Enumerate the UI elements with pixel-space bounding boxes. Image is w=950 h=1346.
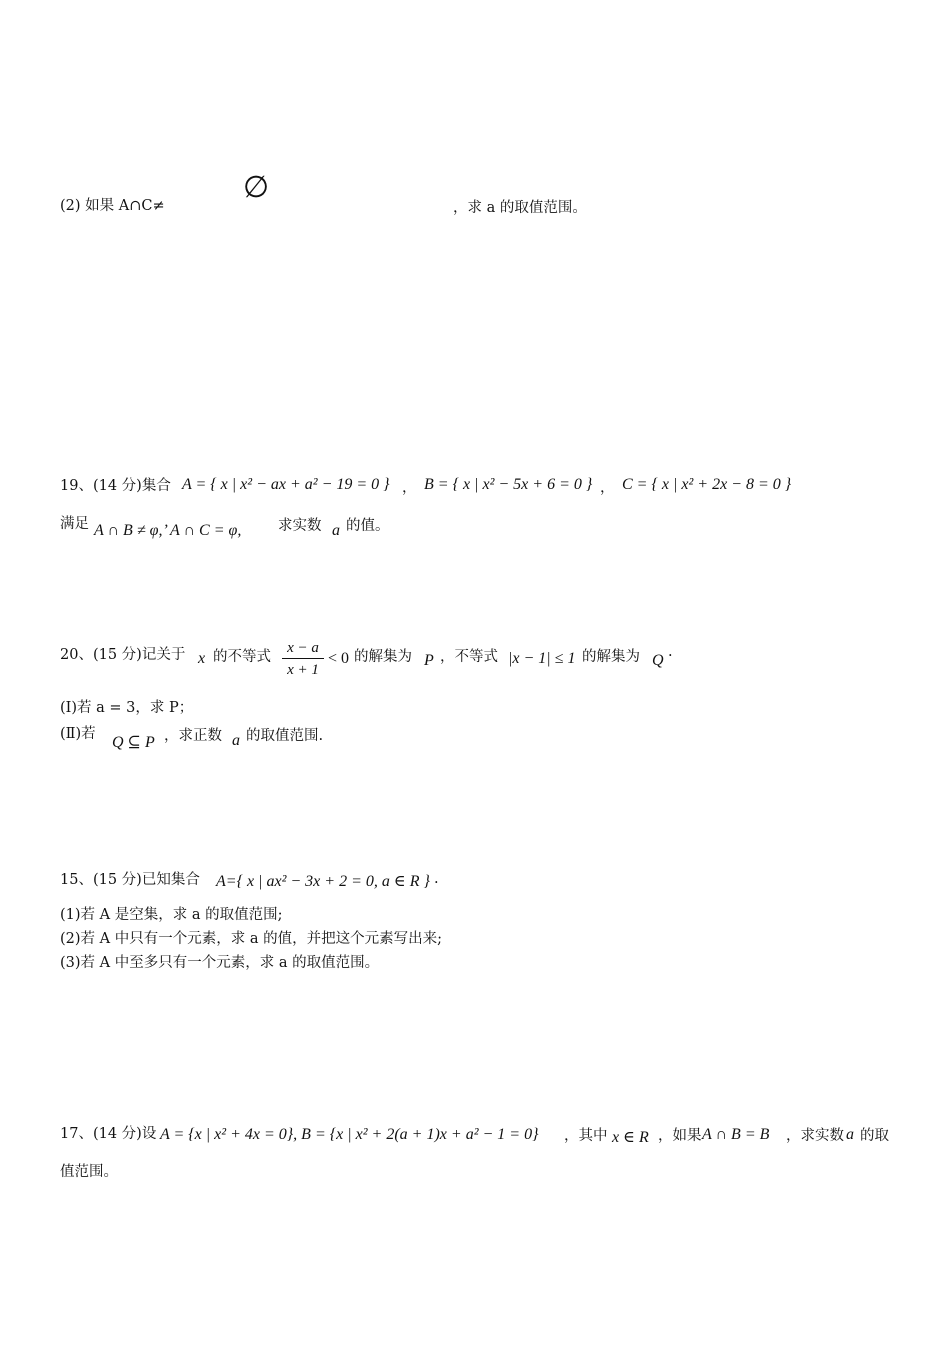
q19-set-b: B = { x | x² − 5x + 6 = 0 } <box>424 476 593 493</box>
q19-set-c: C = { x | x² + 2x − 8 = 0 } <box>622 476 792 493</box>
q18-part2-prefix: (2) 如果 A∩C≠ <box>60 198 165 214</box>
q19-line2-end: 的值。 <box>346 518 390 534</box>
q15-part1: (1)若 A 是空集，求 a 的取值范围; <box>60 907 283 923</box>
q17-text1: ，其中 <box>564 1128 608 1144</box>
q20-var-x: x <box>198 650 206 667</box>
q17-label: 17、(14 分)设 <box>60 1126 157 1142</box>
q19-var: a <box>332 522 340 539</box>
q20-frac-denominator: x + 1 <box>287 662 319 678</box>
q20-fraction <box>282 638 324 681</box>
q20-set-p: P <box>424 652 434 669</box>
q19-line2-prefix: 满足 <box>60 516 89 532</box>
q17-var: a <box>846 1126 854 1143</box>
q20-part2-subset: Q ⊆ P <box>112 734 155 751</box>
q17-text3: ，求实数 <box>786 1128 844 1144</box>
q15-set-def: A={ x | ax² − 3x + 2 = 0, a ∈ R } <box>216 873 430 890</box>
q15-part2: (2)若 A 中只有一个元素，求 a 的值，并把这个元素写出来; <box>60 931 442 947</box>
q19-sep2: ， <box>600 480 615 496</box>
q15-part3: (3)若 A 中至多只有一个元素，求 a 的取值范围。 <box>60 955 380 971</box>
q20-part2-mid: ，求正数 <box>164 728 222 744</box>
q18-part2-suffix: ，求 a 的取值范围。 <box>453 200 587 216</box>
q17-cond: x ∈ R <box>612 1129 649 1146</box>
q20-text4: 的解集为 <box>582 649 640 665</box>
q20-text2: 的解集为 <box>354 649 412 665</box>
q20-abs-ineq: |x − 1| ≤ 1 <box>508 650 576 667</box>
q20-label: 20、(15 分)记关于 <box>60 647 186 663</box>
q17-cond2: A ∩ B = B <box>702 1126 770 1143</box>
q19-sep1: ， <box>402 480 417 496</box>
q20-frac-numerator: x − a <box>282 638 324 659</box>
q20-part2-prefix: (Ⅱ)若 <box>60 726 96 742</box>
q20-part2-end: 的取值范围. <box>246 728 324 744</box>
q15-label: 15、(15 分)已知集合 <box>60 872 200 888</box>
q20-text3: ，不等式 <box>440 649 498 665</box>
q15-end: . <box>434 871 439 887</box>
q17-text4: 的取 <box>860 1128 889 1144</box>
q20-part1: (Ⅰ)若 a = 3，求 P； <box>60 700 194 716</box>
q19-line2-suffix: 求实数 <box>278 518 322 534</box>
q20-part2-var: a <box>232 732 240 749</box>
q19-label: 19、(14 分)集合 <box>60 478 171 494</box>
q20-end: · <box>668 648 673 664</box>
q20-set-q: Q <box>652 652 664 669</box>
q19-set-a: A = { x | x² − ax + a² − 19 = 0 } <box>182 476 390 493</box>
q19-condition: A ∩ B ≠ φ,’ A ∩ C = φ, <box>94 522 242 539</box>
q20-text1: 的不等式 <box>213 649 271 665</box>
empty-set-symbol: ∅ <box>243 170 270 205</box>
q17-line2: 值范围。 <box>60 1164 118 1180</box>
q17-sets: A = {x | x² + 4x = 0}, B = {x | x² + 2(a + 1)x + a² − 1 = 0} <box>160 1126 539 1143</box>
q20-ineq: < 0 <box>328 650 350 667</box>
q17-text2: ，如果 <box>658 1128 702 1144</box>
